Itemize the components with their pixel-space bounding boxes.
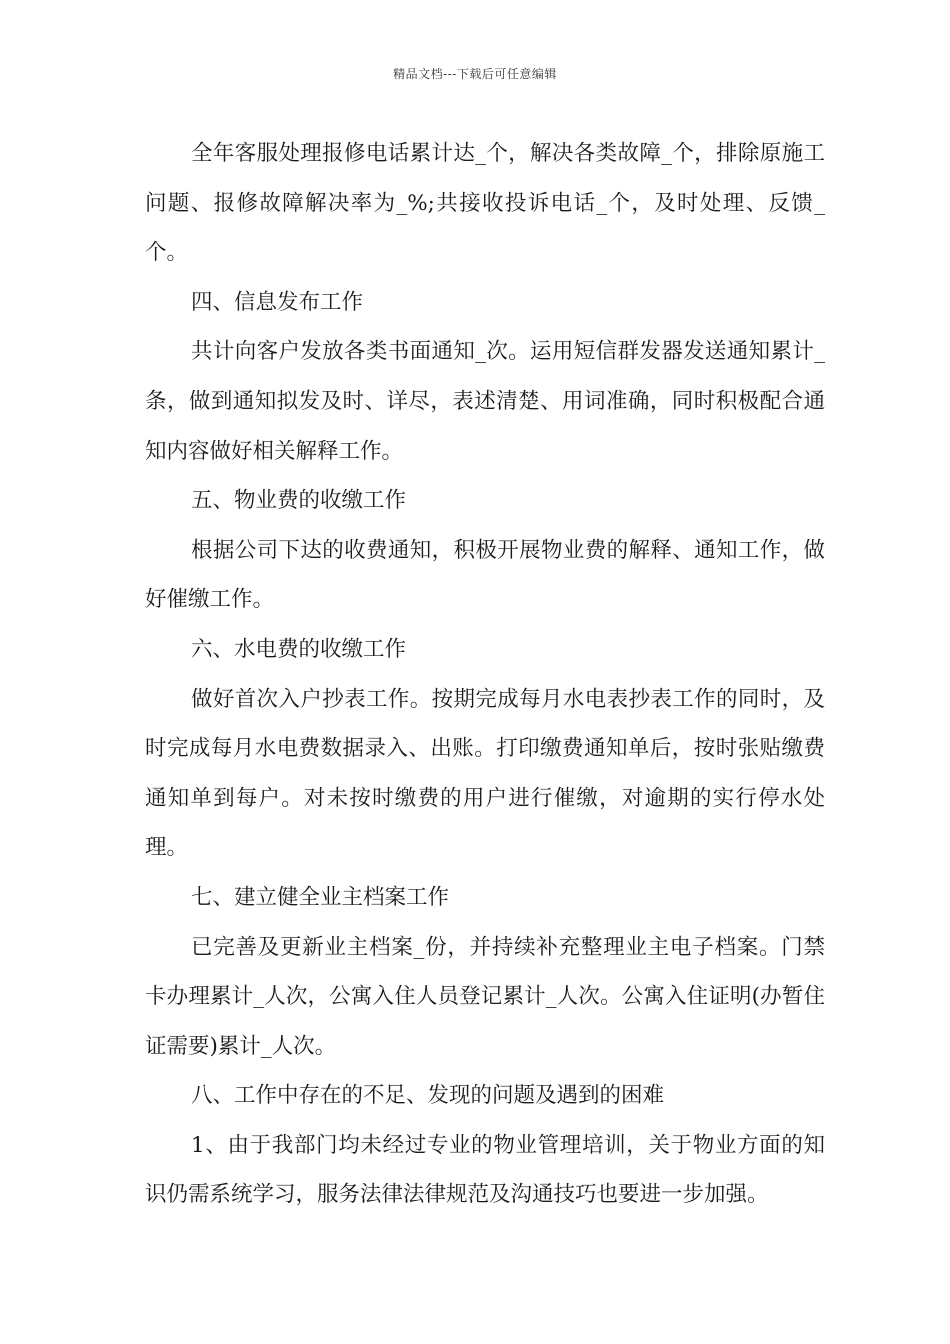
paragraph-utility-fee: 做好首次入户抄表工作。按期完成每月水电表抄表工作的同时，及时完成每月水电费数据录入、出账。打印缴费通知单后，按时张贴缴费通知单到每户。对未按时缴费的用户进行催缴，对逾期的实行停水处理。: [145, 686, 825, 861]
paragraph-property-fee: 根据公司下达的收费通知，积极开展物业费的解释、通知工作，做好催缴工作。: [145, 537, 825, 613]
section-heading-utility-fee: 六、水电费的收缴工作: [191, 636, 407, 662]
paragraph-owner-files: 已完善及更新业主档案_份，并持续补充整理业主电子档案。门禁卡办理累计_人次，公寓入住人员登记累计_人次。公寓入住证明(办暂住证需要)累计_人次。: [145, 934, 825, 1059]
section-heading-owner-files: 七、建立健全业主档案工作: [191, 884, 450, 910]
paragraph-service-stats: 全年客服处理报修电话累计达_个，解决各类故障_个，排除原施工问题、报修故障解决率为_%;共接收投诉电话_个，及时处理、反馈_个。: [145, 141, 825, 266]
paragraph-problem-1: 1、由于我部门均未经过专业的物业管理培训，关于物业方面的知识仍需系统学习，服务法律法律规范及沟通技巧也要进一步加强。: [145, 1132, 825, 1208]
document-body: [145, 129, 825, 1220]
section-heading-problems: 八、工作中存在的不足、发现的问题及遇到的困难: [191, 1083, 665, 1109]
page-header: 精品文档---下载后可任意编辑: [393, 67, 557, 81]
section-heading-info-release: 四、信息发布工作: [191, 289, 364, 315]
section-heading-property-fee: 五、物业费的收缴工作: [191, 488, 407, 514]
paragraph-info-release: 共计向客户发放各类书面通知_次。运用短信群发器发送通知累计_条，做到通知拟发及时、详尽，表述清楚、用词准确，同时积极配合通知内容做好相关解释工作。: [145, 339, 825, 464]
